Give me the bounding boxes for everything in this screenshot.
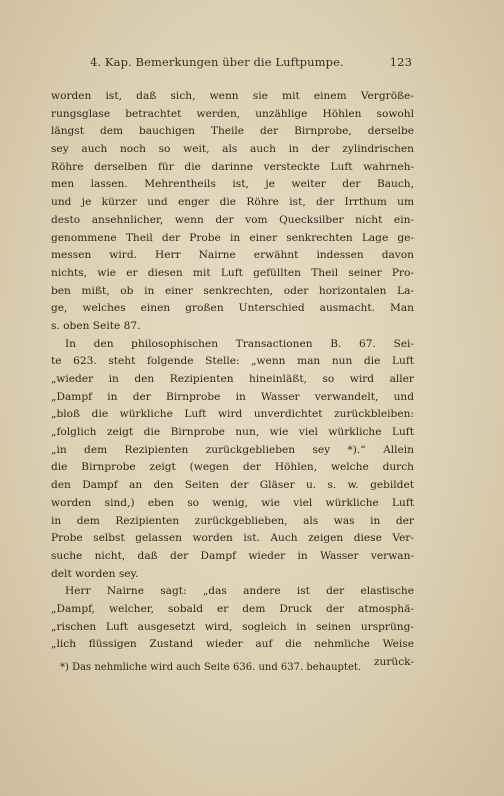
text-line: „wieder in den Rezipienten hineinläßt, so wird aller bbox=[51, 373, 414, 385]
text-line: „lich flüssigen Zustand wieder auf die nehmliche Weise bbox=[51, 638, 414, 651]
text-line: sey auch noch so weit, als auch in der zylindrischen bbox=[51, 143, 414, 156]
text-line: nichts, wie er diesen mit Luft gefüllten Theil seiner Pro- bbox=[51, 266, 414, 279]
catchword: zurück- bbox=[373, 656, 414, 668]
text-line: te 623. steht folgende Stelle: „wenn man nun die Luft bbox=[51, 355, 414, 368]
footnote: *) Das nehmliche wird auch Seite 636. und 637. behauptet. bbox=[60, 662, 362, 673]
text-line: Röhre derselben für die darinne versteckte Luft wahrneh- bbox=[51, 160, 414, 173]
text-line: „Dampf, welcher, sobald er dem Druck der atmosphä- bbox=[51, 602, 414, 615]
text-line: „folglich zeigt die Birnprobe nun, wie viel würkliche Luft bbox=[51, 426, 414, 439]
text-line: „Dampf in der Birnprobe in Wasser verwandelt, und bbox=[51, 390, 414, 403]
text-line: längst dem bauchigen Theile der Birnprobe, derselbe bbox=[51, 125, 414, 138]
text-line: „in dem Rezipienten zurückgeblieben sey *).“ Allein bbox=[51, 443, 414, 456]
text-line: ge, welches einen großen Unterschied ausmacht. Man bbox=[51, 302, 414, 315]
text-line: „bloß die würkliche Luft wird unverdichtet zurückbleiben: bbox=[51, 408, 414, 421]
body-text bbox=[51, 88, 414, 672]
text-line: den Dampf an den Seiten der Gläser u. s. w. gebildet bbox=[51, 479, 414, 492]
paragraph-start-line: In den philosophischen Transactionen B. 67. Sei- bbox=[65, 337, 414, 350]
text-line: genommene Theil der Probe in einer senkrechten Lage ge- bbox=[51, 231, 414, 244]
text-line: s. oben Seite 87. bbox=[51, 319, 141, 332]
text-line: messen wird. Herr Nairne erwähnt indessen davon bbox=[51, 249, 414, 262]
text-line: Probe selbst gelassen worden ist. Auch zeigen diese Ver- bbox=[51, 532, 414, 545]
text-line: und je kürzer und enger die Röhre ist, der Irrthum um bbox=[51, 196, 414, 209]
page-number: 123 bbox=[389, 55, 412, 69]
text-line: rungsglase betrachtet werden, unzählige Höhlen sowohl bbox=[51, 107, 414, 120]
text-line: delt worden sey. bbox=[51, 567, 139, 580]
text-line: die Birnprobe zeigt (wegen der Höhlen, welche durch bbox=[51, 461, 414, 474]
text-line: in dem Rezipienten zurückgeblieben, als was in der bbox=[51, 514, 414, 527]
text-line: „rischen Luft ausgesetzt wird, sogleich in seinen ursprüng- bbox=[51, 620, 414, 633]
text-line: worden sind,) eben so wenig, wie viel würkliche Luft bbox=[51, 496, 414, 509]
paragraph-start-line: Herr Nairne sagt: „das andere ist der elastische bbox=[65, 585, 414, 598]
text-line: men lassen. Mehrentheils ist, je weiter der Bauch, bbox=[51, 178, 414, 191]
text-line: worden ist, daß sich, wenn sie mit einem Vergröße- bbox=[51, 90, 414, 102]
text-line: desto ansehnlicher, wenn der vom Quecksilber nicht ein- bbox=[51, 213, 414, 226]
running-title: 4. Kap. Bemerkungen über die Luftpumpe. bbox=[90, 55, 344, 69]
text-line: suche nicht, daß der Dampf wieder in Wasser verwan- bbox=[51, 549, 414, 562]
text-line: ben mißt, ob in einer senkrechten, oder horizontalen La- bbox=[51, 284, 414, 297]
